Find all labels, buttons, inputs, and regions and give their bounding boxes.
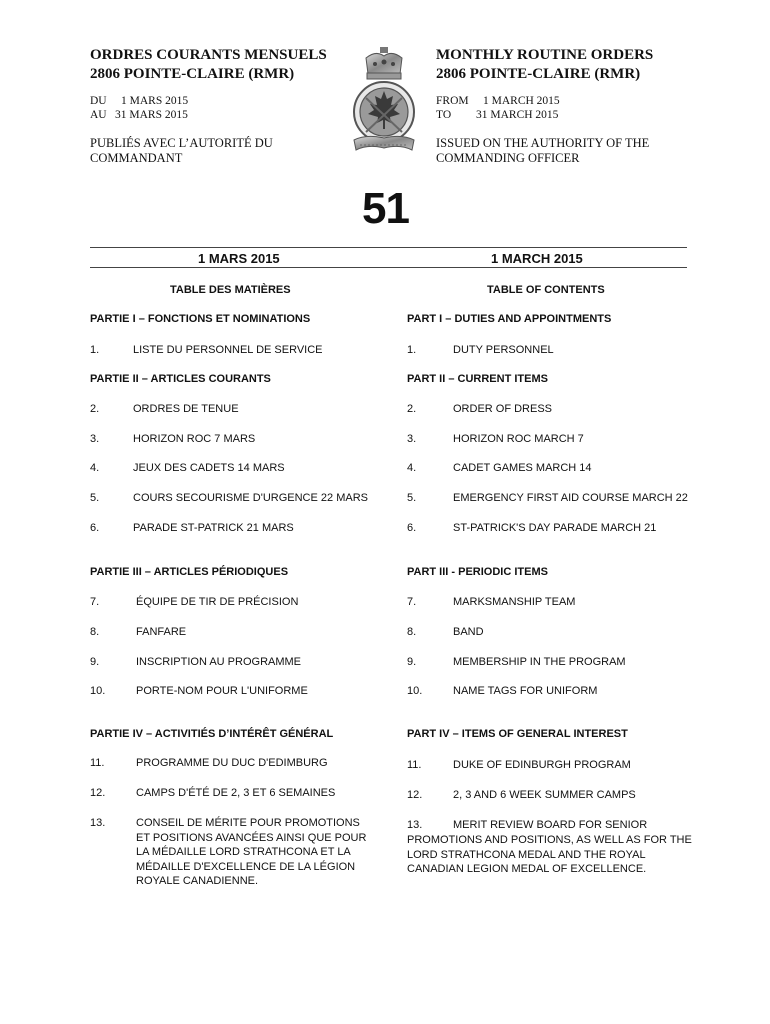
item-label: INSCRIPTION AU PROGRAMME xyxy=(136,656,302,668)
fr-from-date: 1 MARS 2015 xyxy=(121,95,189,107)
en-title-line1: MONTHLY ROUTINE ORDERS xyxy=(436,47,654,63)
list-item xyxy=(90,402,380,417)
en-to-label: TO xyxy=(436,109,452,121)
bottom-rule xyxy=(90,267,687,268)
item-label: MEMBERSHIP IN THE PROGRAM xyxy=(453,656,626,668)
item-label-line: ET POSITIONS AVANCÉES AINSI QUE POUR xyxy=(136,831,367,844)
item-number: 10. xyxy=(407,685,423,697)
part-2-en: PART II – CURRENT ITEMS xyxy=(407,373,548,385)
list-item xyxy=(407,491,697,506)
list-item xyxy=(90,684,380,699)
top-rule xyxy=(90,247,687,248)
part-3-en: PART III - PERIODIC ITEMS xyxy=(407,566,548,578)
toc-heading-fr: TABLE DES MATIÈRES xyxy=(170,284,291,296)
item-label-line: LORD STRATHCONA MEDAL AND THE ROYAL xyxy=(407,848,646,861)
item-number: 12. xyxy=(90,787,106,799)
item-number: 4. xyxy=(90,462,100,474)
fr-authority-line2: COMMANDANT xyxy=(90,151,183,165)
item-number: 10. xyxy=(90,685,106,697)
item-label: FANFARE xyxy=(136,626,187,638)
list-item xyxy=(407,655,697,670)
fr-authority-line1: PUBLIÉS AVEC L’AUTORITÉ DU xyxy=(90,136,273,150)
list-item xyxy=(90,595,380,610)
fr-title-line1: ORDRES COURANTS MENSUELS xyxy=(90,47,327,63)
list-item xyxy=(407,343,697,358)
date-fr: 1 MARS 2015 xyxy=(198,251,280,266)
part-4-fr: PARTIE IV – ACTIVITIÉS D’INTÉRÊT GÉNÉRAL xyxy=(90,728,334,740)
item-label: ST-PATRICK'S DAY PARADE MARCH 21 xyxy=(453,522,657,534)
en-from-label: FROM xyxy=(436,95,469,107)
list-item xyxy=(407,758,697,773)
fr-to-date: 31 MARS 2015 xyxy=(115,109,188,121)
item-label: ÉQUIPE DE TIR DE PRÉCISION xyxy=(136,596,299,608)
date-en: 1 MARCH 2015 xyxy=(491,251,583,266)
item-number: 7. xyxy=(407,596,417,608)
item-label: PROGRAMME DU DUC D'EDIMBURG xyxy=(136,757,328,769)
item-number: 3. xyxy=(90,433,100,445)
order-number: 51 xyxy=(362,184,409,233)
item-number: 6. xyxy=(407,522,417,534)
item-number: 3. xyxy=(407,433,417,445)
fr-from-label: DU xyxy=(90,95,107,107)
list-item xyxy=(407,788,697,803)
item-number: 4. xyxy=(407,462,417,474)
item-number: 5. xyxy=(407,492,417,504)
item-number: 12. xyxy=(407,789,423,801)
item-label: PORTE-NOM POUR L'UNIFORME xyxy=(136,685,308,697)
item-number: 9. xyxy=(407,656,417,668)
item-number: 7. xyxy=(90,596,100,608)
en-from-date: 1 MARCH 2015 xyxy=(483,95,560,107)
list-item xyxy=(407,625,697,640)
item-label-line: CANADIAN LEGION MEDAL OF EXCELLENCE. xyxy=(407,863,647,875)
item-label-line: MERIT REVIEW BOARD FOR SENIOR xyxy=(453,819,648,831)
part-4-en: PART IV – ITEMS OF GENERAL INTEREST xyxy=(407,728,628,740)
item-number: 8. xyxy=(407,626,417,638)
en-authority-line1: ISSUED ON THE AUTHORITY OF THE xyxy=(436,136,650,150)
list-item xyxy=(407,595,697,610)
fr-to-label: AU xyxy=(90,109,107,121)
item-label: EMERGENCY FIRST AID COURSE MARCH 22 xyxy=(453,492,688,504)
item-label: 2, 3 AND 6 WEEK SUMMER CAMPS xyxy=(453,789,636,801)
item-label-line: PROMOTIONS AND POSITIONS, AS WELL AS FOR THE xyxy=(407,834,692,846)
list-item xyxy=(90,343,380,358)
item-label: NAME TAGS FOR UNIFORM xyxy=(453,685,598,697)
list-item xyxy=(407,402,697,417)
list-item xyxy=(407,461,697,476)
item-label: JEUX DES CADETS 14 MARS xyxy=(133,462,285,474)
item-label: HORIZON ROC 7 MARS xyxy=(133,433,256,445)
item-label: ORDRES DE TENUE xyxy=(133,403,239,415)
item-label: PARADE ST-PATRICK 21 MARS xyxy=(133,522,294,534)
part-3-fr: PARTIE III – ARTICLES PÉRIODIQUES xyxy=(90,566,289,578)
item-number: 1. xyxy=(407,344,417,356)
list-item xyxy=(90,432,380,447)
cadet-crest-badge-icon xyxy=(346,44,422,162)
item-number: 5. xyxy=(90,492,100,504)
item-label: MARKSMANSHIP TEAM xyxy=(453,596,576,608)
item-label: DUKE OF EDINBURGH PROGRAM xyxy=(453,759,631,771)
item-number: 1. xyxy=(90,344,100,356)
item-number: 11. xyxy=(90,757,105,769)
list-item xyxy=(90,461,380,476)
item-number: 2. xyxy=(90,403,100,415)
item-number: 13. xyxy=(90,817,106,829)
item-number: 11. xyxy=(407,759,422,771)
list-item xyxy=(407,521,697,536)
item-label: DUTY PERSONNEL xyxy=(453,344,554,356)
item-label-line: ROYALE CANADIENNE. xyxy=(136,875,259,887)
part-2-fr: PARTIE II – ARTICLES COURANTS xyxy=(90,373,271,385)
item-number: 9. xyxy=(90,656,100,668)
toc-heading-en: TABLE OF CONTENTS xyxy=(487,284,605,296)
list-item xyxy=(90,756,380,771)
en-title-line2: 2806 POINTE-CLAIRE (RMR) xyxy=(436,66,641,82)
item-label-line: LA MÉDAILLE LORD STRATHCONA ET LA xyxy=(136,846,351,858)
list-item xyxy=(90,655,380,670)
list-item xyxy=(407,818,697,877)
list-item xyxy=(407,432,697,447)
item-number: 2. xyxy=(407,403,417,415)
item-number: 8. xyxy=(90,626,100,638)
item-label: BAND xyxy=(453,626,484,638)
en-to-date: 31 MARCH 2015 xyxy=(476,109,559,121)
item-label: ORDER OF DRESS xyxy=(453,403,553,415)
item-label: COURS SECOURISME D'URGENCE 22 MARS xyxy=(133,492,368,504)
item-label: HORIZON ROC MARCH 7 xyxy=(453,433,584,445)
item-label: CAMPS D'ÉTÉ DE 2, 3 ET 6 SEMAINES xyxy=(136,787,336,799)
list-item xyxy=(90,521,380,536)
list-item xyxy=(90,786,380,801)
list-item xyxy=(407,684,697,699)
part-1-fr: PARTIE I – FONCTIONS ET NOMINATIONS xyxy=(90,313,311,325)
item-label: LISTE DU PERSONNEL DE SERVICE xyxy=(133,344,323,356)
item-number: 13. xyxy=(407,819,423,831)
fr-title-line2: 2806 POINTE-CLAIRE (RMR) xyxy=(90,66,295,82)
item-number: 6. xyxy=(90,522,100,534)
item-label-line: CONSEIL DE MÉRITE POUR PROMOTIONS xyxy=(136,817,360,829)
list-item xyxy=(90,625,380,640)
list-item xyxy=(90,491,390,506)
item-label: CADET GAMES MARCH 14 xyxy=(453,462,592,474)
item-label-line: MÉDAILLE D'EXCELLENCE DE LA LÉGION xyxy=(136,860,356,873)
part-1-en: PART I – DUTIES AND APPOINTMENTS xyxy=(407,313,612,325)
en-authority-line2: COMMANDING OFFICER xyxy=(436,151,580,165)
